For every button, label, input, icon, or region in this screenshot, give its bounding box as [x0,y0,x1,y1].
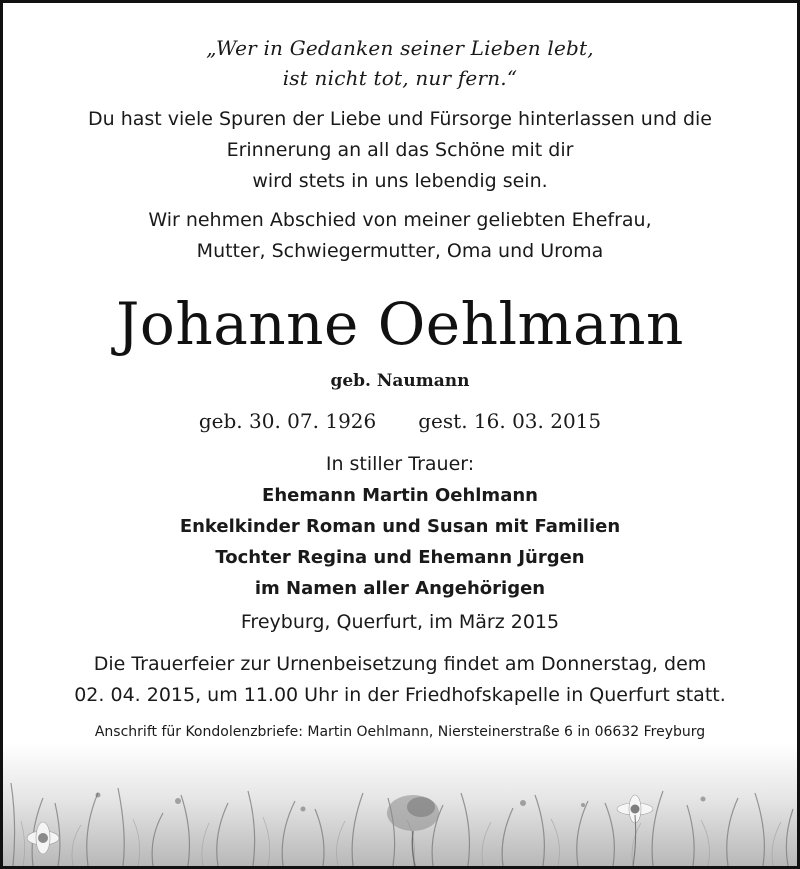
mourners-list [3,480,797,604]
mourner-line: Tochter Regina und Ehemann Jürgen [215,547,585,568]
mourner-line: Ehemann Martin Oehlmann [262,485,538,506]
place-date: Freyburg, Querfurt, im März 2015 [240,611,560,633]
condolence-address: Anschrift für Kondolenzbriefe: Martin Oehlmann, Niersteinerstraße 6 in 06632 Freyburg [94,724,706,740]
mourner-line: im Namen aller Angehörigen [254,578,546,599]
tribute-line-1: Du hast viele Spuren der Liebe und Fürsorge hinterlassen und die [87,108,712,130]
farewell-line-1: Wir nehmen Abschied von meiner geliebten Ehefrau, [148,209,652,231]
ceremony-line-2: 02. 04. 2015, um 11.00 Uhr in der Friedhofskapelle in Querfurt statt. [74,684,726,706]
maiden-name: geb. Naumann [330,371,470,391]
ceremony-line-1: Die Trauerfeier zur Urnenbeisetzung findet am Donnerstag, dem [93,653,707,675]
mourner-line: Enkelkinder Roman und Susan mit Familien [179,516,621,537]
meadow-flowers-image [3,743,797,866]
life-dates [3,405,797,437]
tribute-line-3: wird stets in uns lebendig sein. [252,170,548,192]
quote-line-1: „Wer in Gedanken seiner Lieben lebt, [206,36,594,60]
deceased-name: Johanne Oehlmann [116,290,684,358]
birth-date: geb. 30. 07. 1926 [198,409,377,433]
death-date: gest. 16. 03. 2015 [418,409,602,433]
farewell-line-2: Mutter, Schwiegermutter, Oma und Uroma [196,240,604,262]
quote-line-2: ist nicht tot, nur fern.“ [282,66,518,90]
mourning-heading: In stiller Trauer: [325,453,475,475]
tribute-line-2: Erinnerung an all das Schöne mit dir [226,139,574,161]
